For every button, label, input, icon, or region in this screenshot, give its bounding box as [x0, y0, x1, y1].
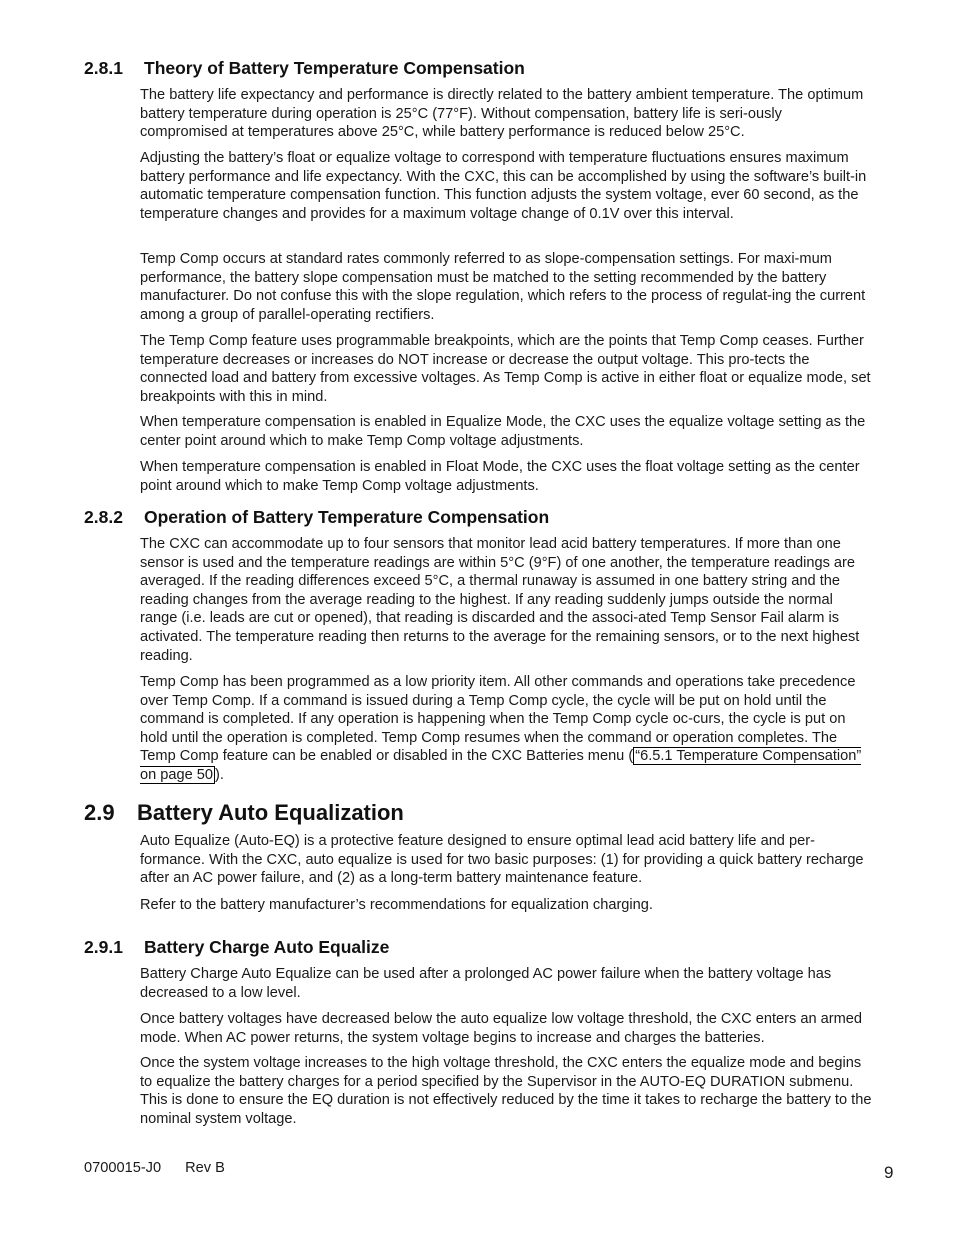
paragraph: Auto Equalize (Auto-EQ) is a protective feature designed to ensure optimal lead acid battery life and per-formance. With the CXC, auto equalize is used for two basic purposes: (1) for providing a quick battery recharge after an AC power failure, and (2) as a long-term battery maintenance feature.	[140, 833, 864, 887]
section-number: 2.9	[84, 800, 115, 825]
paragraph: Battery Charge Auto Equalize can be used after a prolonged AC power failure when the battery voltage has decreased to a low level.	[140, 966, 832, 1001]
paragraph: Adjusting the battery’s float or equalize voltage to correspond with temperature fluctuations ensures maximum battery performance and life expectancy. With the CXC, this can be accomplished by using the software’s built-in automatic temperature compensation function. This function adjusts the system voltage, ever 60 second, as the temperature changes and provides for a maximum voltage change of 0.1V over this interval.	[140, 150, 867, 222]
paragraph	[140, 673, 872, 785]
section-title: Operation of Battery Temperature Compensation	[144, 507, 550, 527]
paragraph: Once the system voltage increases to the high voltage threshold, the CXC enters the equalize mode and begins to equalize the battery charges for a period specified by the Supervisor in the AUTO-EQ DURATION submenu. This is done to ensure the EQ duration is not effectively reduced by the time it takes to recharge the battery to the nominal system voltage.	[140, 1055, 872, 1127]
section-heading-2-8-2	[84, 507, 549, 528]
section-number: 2.8.1	[84, 58, 123, 78]
paragraph-text: Temp Comp has been programmed as a low priority item. All other commands and operations take precedence over Temp Comp. If a command is issued during a Temp Comp cycle, the cycle will be put on hold until the command is completed. If any operation is happening when the Temp Comp cycle oc-curs, the cycle is put on hold until the operation is completed. Temp Comp resumes when the command or operation completes. The Temp Comp feature can be enabled or disabled in the CXC Batteries menu (	[140, 674, 856, 765]
section-number: 2.8.2	[84, 507, 123, 527]
cross-reference-link[interactable]: “6.5.1 Temperature Compensation” on page 50	[140, 748, 862, 783]
paragraph: The Temp Comp feature uses programmable breakpoints, which are the points that Temp Comp ceases. Further temperature decreases or increases do NOT increase or decrease the output voltage. This pro-tects the connected load and battery from excessive voltages. As Temp Comp is active in either float or equalize mode, set breakpoints with this in mind.	[140, 333, 871, 405]
paragraph: When temperature compensation is enabled in Equalize Mode, the CXC uses the equalize voltage setting as the center point around which to make Temp Comp voltage adjustments.	[140, 414, 866, 449]
section-heading-2-9	[84, 800, 404, 826]
section-heading-2-9-1	[84, 937, 389, 958]
footer-document-id	[84, 1160, 225, 1176]
page-number: 9	[884, 1163, 894, 1182]
paragraph: The battery life expectancy and performance is directly related to the battery ambient temperature. The optimum battery temperature during operation is 25°C (77°F). Without compensation, battery life is seri-ously compromised at temperatures above 25°C, while battery performance is reduced below 25°C.	[140, 87, 864, 141]
section-title: Battery Auto Equalization	[137, 800, 404, 825]
revision: Rev B	[185, 1160, 225, 1176]
section-title: Theory of Battery Temperature Compensation	[144, 58, 525, 78]
section-number: 2.9.1	[84, 937, 123, 957]
paragraph: Temp Comp occurs at standard rates commonly referred to as slope-compensation settings. For maxi-mum performance, the battery slope compensation must be matched to the setting recommended by the battery manufacturer. Do not confuse this with the slope regulation, which refers to the process of regulat-ing the current among a group of parallel-operating rectifiers.	[140, 251, 866, 323]
paragraph: The CXC can accommodate up to four sensors that monitor lead acid battery temperatures. If more than one sensor is used and the temperature readings are within 5°C (9°F) of one another, the temperature readings are averaged. If the reading differences exceed 5°C, a thermal runaway is assumed in one battery string and the reading changes from the average reading to the highest. If any reading suddenly jumps outside the normal range (i.e. leads are cut or opened), that reading is discarded and the associ-ated Temp Sensor Fail alarm is activated. The temperature reading then returns to the average for the remaining sensors, or to the next highest reading.	[140, 536, 860, 664]
paragraph-text-end: ).	[215, 766, 224, 783]
paragraph: Once battery voltages have decreased below the auto equalize low voltage threshold, the CXC enters an armed mode. When AC power returns, the system voltage begins to increase and charges the batteries.	[140, 1011, 863, 1046]
section-title: Battery Charge Auto Equalize	[144, 937, 390, 957]
section-heading-2-8-1	[84, 58, 525, 79]
doc-number: 0700015-J0	[84, 1160, 162, 1176]
paragraph: Refer to the battery manufacturer’s recommendations for equalization charging.	[140, 897, 653, 913]
paragraph: When temperature compensation is enabled in Float Mode, the CXC uses the float voltage setting as the center point around which to make Temp Comp voltage adjustments.	[140, 459, 860, 494]
